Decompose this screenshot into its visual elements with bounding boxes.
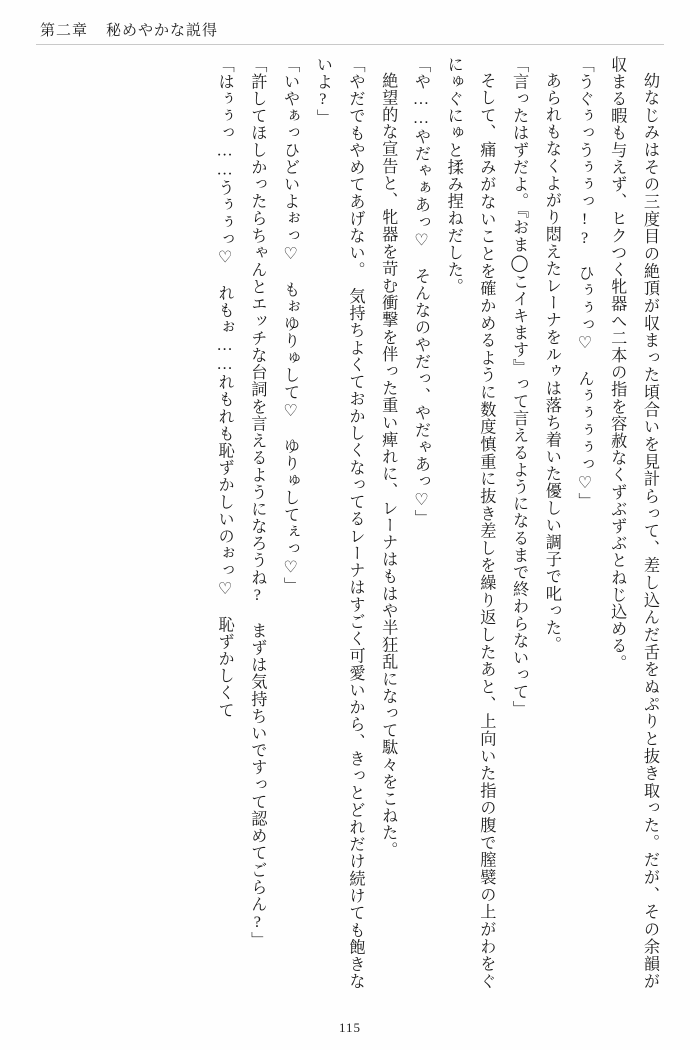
page-number: 115	[338, 1020, 362, 1035]
header-divider	[36, 44, 664, 45]
paragraph: 「やだでもやめてあげない。 気持ちよくておかしくなってるレーナはすごく可愛いから、きっとどれだけ続けても飽きないよ?」	[313, 56, 365, 990]
page-header	[40, 14, 660, 44]
paragraph: 「うぐぅっうぅぅっ!? ひぅぅっ♡ んぅぅぅぅっ♡」	[575, 56, 594, 510]
paragraph: あられもなくよがり悶えたレーナをルゥは落ち着いた優しい調子で叱った。	[542, 72, 561, 654]
paragraph: 絶望的な宣告と、牝器を苛む衝撃を伴った重い痺れに、レーナはもはや半狂乱になって駄々をこねた。	[379, 72, 398, 859]
paragraph: 「いやぁっひどいよぉっ♡ もぉゆりゅして♡ ゆりゅしてぇっ♡」	[281, 56, 300, 595]
page-footer	[0, 1020, 700, 1036]
chapter-number: 第二章	[40, 22, 89, 39]
paragraph: 「許してほしかったらちゃんとエッチな台詞を言えるようになろうね? まずは気持ちいですって認めてごらん?」	[248, 56, 267, 949]
paragraph: そして、痛みがないことを確かめるように数度慎重に抜き差しを繰り返したあと、上向いた指の腹で膣襞の上がわをぐにゅぐにゅと揉み捏ねだした。	[444, 56, 496, 990]
paragraph: 「はぅぅっ……うぅぅっ♡ れもぉ……れもれも恥ずかしいのぉっ♡ 恥ずかしくて	[215, 56, 234, 719]
paragraph: 「言ったはずだよ。『おま◯こイキます』って言えるようになるまで終わらないって」	[510, 56, 529, 718]
paragraph: 幼なじみはその三度目の絶頂が収まった頃合いを見計らって、差し込んだ舌をぬぷりと抜き取った。だが、その余韻が収まる暇も与えず、ヒクつく牝器へ二本の指を容赦なくずぶずぶとねじ込める。	[608, 56, 659, 990]
body-text	[34, 56, 666, 990]
chapter-title: 秘めやかな説得	[106, 22, 219, 39]
paragraph: 「や……やだゃぁあっ♡ そんなのやだっ、やだゃあっ♡」	[411, 56, 430, 527]
